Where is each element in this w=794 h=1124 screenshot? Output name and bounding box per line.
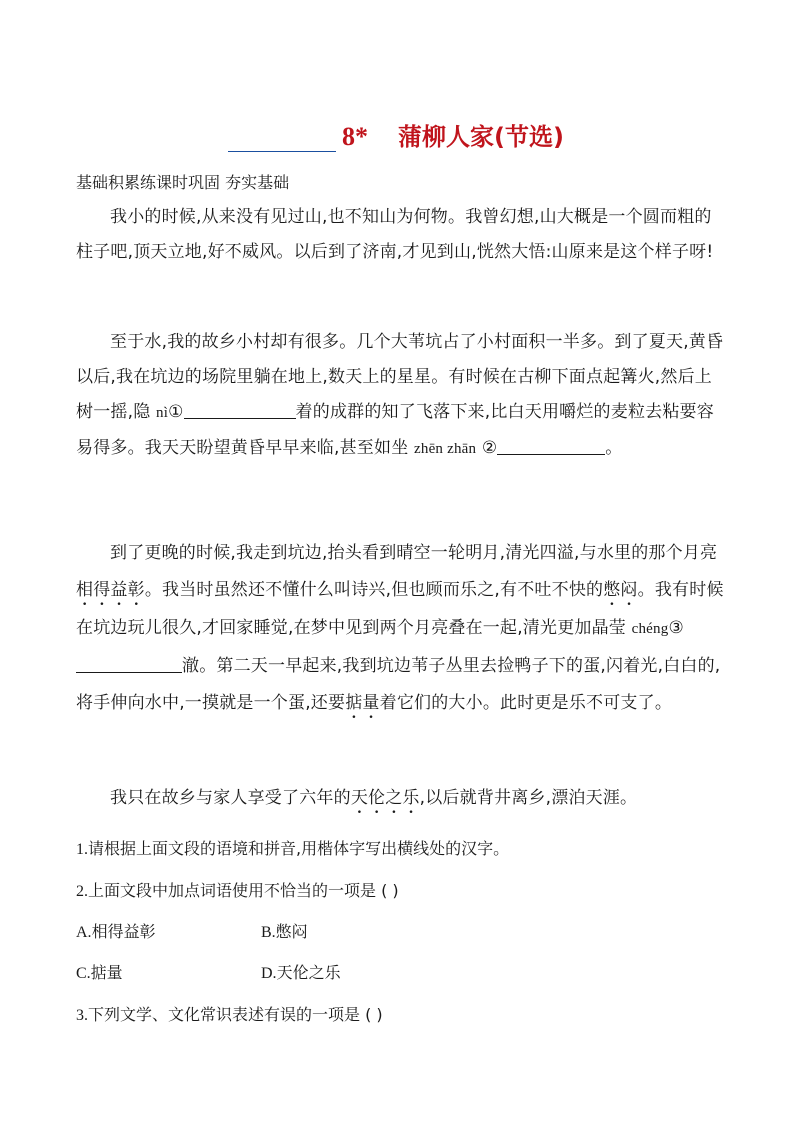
blank-marker-2: ② (481, 438, 498, 458)
option-a-text: 相得益彰 (91, 922, 156, 941)
option-a-label: A. (76, 924, 92, 941)
passage-paragraph-1: 我小的时候,从来没有见过山,也不知山为何物。我曾幻想,山大概是一个圆而粗的柱子吧,顶天立地,好不威风。以后到了济南,才见到山,恍然大悟:山原来是这个样子呀! (76, 207, 714, 262)
pinyin-hint-2: zhēn zhān (414, 441, 477, 457)
paragraph-4-text-a: 我只在故乡与家人享受了六年的 (110, 788, 351, 808)
passage-paragraph-3 (76, 535, 724, 723)
option-c-text: 掂量 (90, 963, 123, 982)
paragraph-2-text-b: 着的成群的知了飞落下来,比白天用嚼烂的麦粒去粘要容易得多。我天天盼望黄昏早早来临,甚至如坐 (76, 402, 714, 458)
pinyin-hint-3: chéng (631, 621, 669, 637)
option-d-label: D. (261, 965, 277, 982)
dotted-word-2: 憋闷 (603, 580, 638, 600)
lesson-number: 8* (342, 122, 368, 151)
option-b[interactable] (261, 919, 446, 942)
lesson-title-text: 蒲柳人家(节选) (398, 123, 564, 151)
blank-marker-1: ① (168, 402, 184, 422)
option-c-label: C. (76, 965, 91, 982)
option-d-text: 天伦之乐 (276, 963, 341, 982)
option-a[interactable] (76, 919, 261, 942)
paragraph-3-text-c: 。我有时候在坑边玩儿很久,才回家睡觉,在梦中见到两个月亮叠在一起,清光更加晶莹 (76, 580, 724, 638)
question-3 (76, 1002, 383, 1025)
option-d[interactable] (261, 960, 446, 983)
question-2-text: 上面文段中加点词语使用不恰当的一项是 ( ) (88, 881, 399, 900)
question-1 (76, 836, 509, 859)
options-row-1 (76, 919, 446, 942)
fill-blank-2[interactable] (497, 436, 605, 455)
section-label: 基础积累练课时巩固 夯实基础 (76, 173, 290, 192)
option-b-text: 憋闷 (275, 922, 308, 941)
dotted-word-4: 天伦之乐 (350, 788, 420, 808)
paragraph-4-text-b: ,以后就背井离乡,漂泊天涯。 (419, 788, 638, 808)
option-c[interactable] (76, 960, 261, 983)
question-3-number: 3. (76, 1007, 88, 1024)
passage-paragraph-4 (76, 781, 724, 818)
paragraph-3-text-b: 。我当时虽然还不懂什么叫诗兴,但也顾而乐之,有不吐不快的 (144, 580, 604, 600)
dotted-word-3: 掂量 (345, 693, 380, 713)
blank-marker-3: ③ (668, 618, 684, 638)
fill-blank-3[interactable] (76, 654, 182, 673)
pinyin-hint-1: nì (156, 405, 169, 421)
question-1-number: 1. (76, 841, 88, 858)
paragraph-2-end: 。 (605, 438, 623, 458)
lesson-title (228, 112, 564, 152)
paragraph-3-text-d: 澈。第二天一早起来,我到坑边苇子丛里去捡鸭子下的蛋,闪着光,白白的,将手伸向水中,一摸就是一个蛋,还要 (76, 656, 721, 713)
options-row-2 (76, 960, 446, 983)
question-3-text: 下列文学、文化常识表述有误的一项是 ( ) (88, 1005, 383, 1024)
option-b-label: B. (261, 924, 276, 941)
title-blank-line (228, 125, 336, 152)
paragraph-3-text-a: 到了更晚的时候,我走到坑边,抬头看到晴空一轮明月,清光四溢,与水里的那个月亮 (110, 543, 718, 563)
dotted-word-1: 相得益彰 (76, 580, 145, 600)
paragraph-3-text-e: 着它们的大小。此时更是乐不可支了。 (379, 693, 673, 713)
question-1-text: 请根据上面文段的语境和拼音,用楷体字写出横线处的汉字。 (88, 839, 510, 858)
question-2-number: 2. (76, 883, 88, 900)
paragraph-2-text-a: 至于水,我的故乡小村却有很多。几个大苇坑占了小村面积一半多。到了夏天,黄昏以后,我在坑边的场院里躺在地上,数天上的星星。有时候在古柳下面点起篝火,然后上树一摇,隐 (76, 332, 724, 422)
fill-blank-1[interactable] (184, 400, 296, 419)
passage-paragraph-2 (76, 325, 724, 467)
question-2 (76, 878, 399, 901)
